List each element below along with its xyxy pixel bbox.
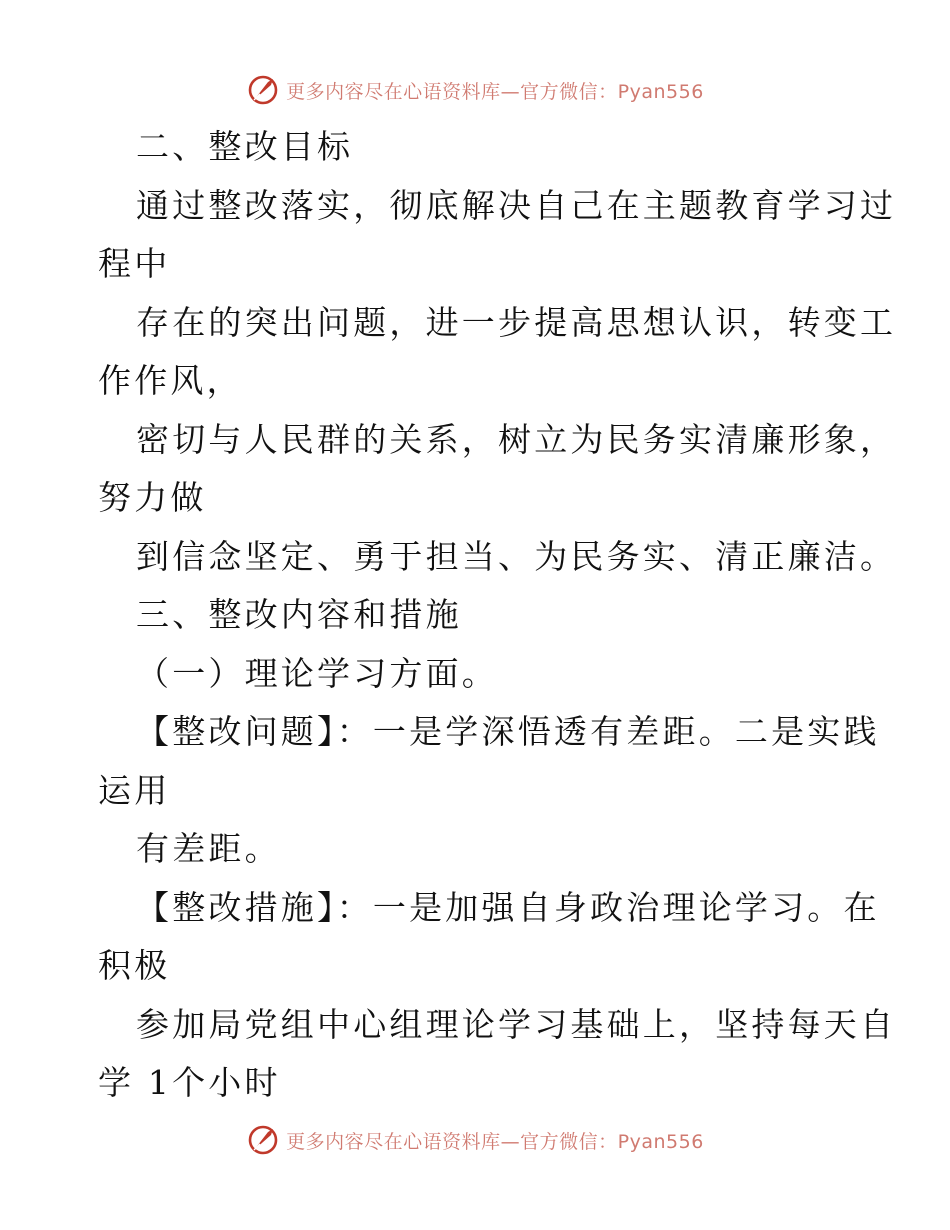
quill-logo-icon [246,73,280,107]
body-line: （一）理论学习方面。 [136,653,498,693]
body-line: 学 1个小时 [98,1063,281,1102]
header-watermark [0,70,950,110]
watermark-text: 更多内容尽在心语资料库—官方微信：Pyan556 [286,1130,704,1153]
body-line: 【整改措施】：一是加强自身政治理论学习。在 [136,887,880,927]
body-line: 有差距。 [136,829,281,868]
body-line: 存在的突出问题，进一步提高思想认识，转变工 [136,302,897,342]
body-line: 程中 [98,244,171,283]
footer-watermark [0,1120,950,1160]
body-line: 运用 [98,770,171,810]
body-line: 通过整改落实，彻底解决自己在主题教育学习过 [136,185,897,225]
body-line: 到信念坚定、勇于担当、为民务实、清正廉洁。 [136,536,897,576]
body-line: 【整改问题】：一是学深悟透有差距。二是实践 [136,712,880,751]
body-line: 积极 [98,946,171,985]
body-line: 密切与人民群的关系，树立为民务实清廉形象， [136,419,897,459]
watermark-text: 更多内容尽在心语资料库—官方微信：Pyan556 [286,80,704,103]
document-body [98,118,897,1113]
body-line: 三、整改内容和措施 [136,595,462,634]
body-line: 努力做 [98,478,207,517]
quill-logo-icon [246,1123,280,1157]
body-line: 作作风， [98,361,243,400]
body-line: 参加局党组中心组理论学习基础上，坚持每天自 [136,1004,897,1044]
body-line: 二、整改目标 [136,127,354,166]
